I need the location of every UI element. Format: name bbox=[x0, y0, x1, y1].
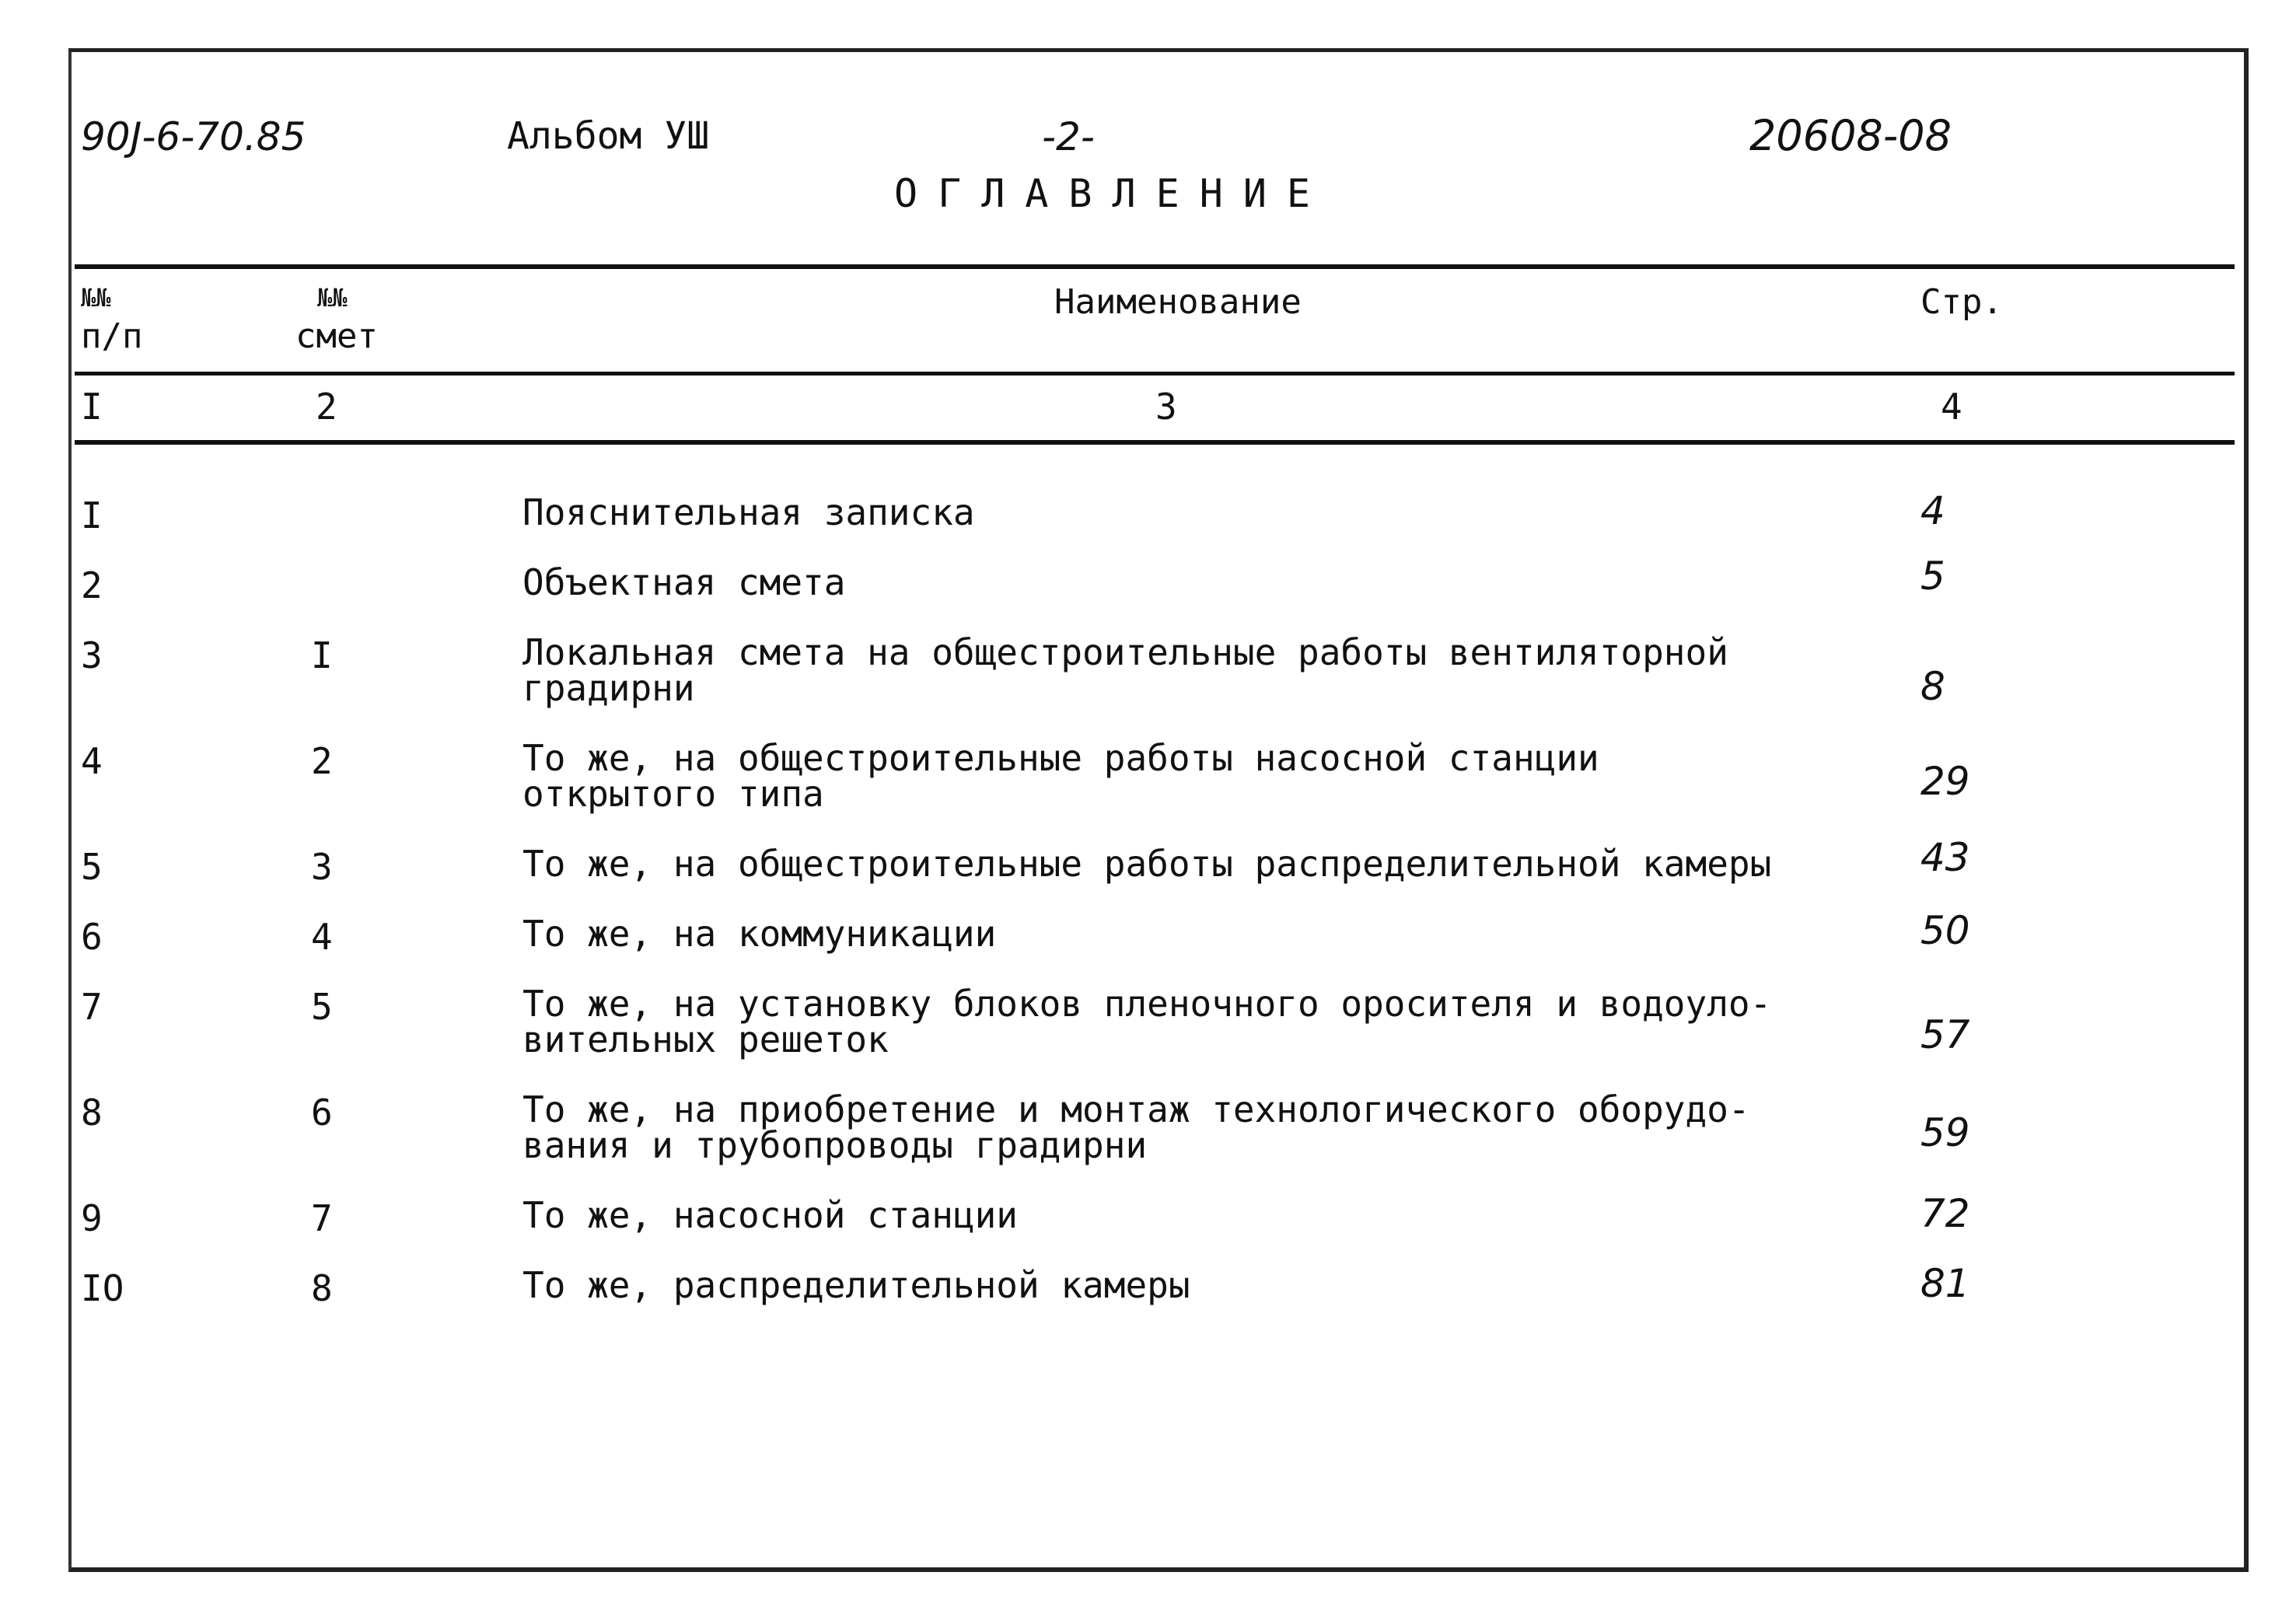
row-number: 9 bbox=[81, 1197, 103, 1239]
row-number: 4 bbox=[81, 740, 103, 782]
row-page: 81 bbox=[1920, 1261, 1970, 1306]
row-number: IO bbox=[81, 1267, 124, 1309]
row-title: Объектная смета bbox=[522, 561, 846, 603]
row-title: То же, на общестроительные работы насосной станции открытого типа bbox=[522, 737, 1599, 815]
row-page: 72 bbox=[1920, 1191, 1970, 1236]
row-page: 57 bbox=[1920, 1012, 1970, 1057]
row-page: 59 bbox=[1920, 1110, 1970, 1155]
estimate-number: 2 bbox=[311, 740, 333, 782]
estimate-number: 5 bbox=[311, 986, 333, 1028]
column-number-2: 2 bbox=[316, 386, 337, 428]
row-title: То же, насосной станции bbox=[522, 1194, 1018, 1236]
header-bottom-rule bbox=[75, 372, 2235, 376]
table-top-rule bbox=[75, 264, 2235, 269]
row-title: Локальная смета на общестроительные работы вентиляторной градирни bbox=[522, 631, 1728, 709]
row-page: 29 bbox=[1920, 759, 1970, 804]
row-title: То же, распределительной камеры bbox=[522, 1264, 1190, 1306]
row-page: 50 bbox=[1920, 908, 1970, 953]
row-page: 8 bbox=[1920, 664, 1945, 709]
col-header-page: Стр. bbox=[1920, 282, 2003, 322]
row-number: 2 bbox=[81, 564, 103, 606]
row-title: То же, на коммуникации bbox=[522, 913, 997, 955]
estimate-number: 3 bbox=[311, 846, 333, 888]
row-title: То же, на установку блоков пленочного оросителя и водоуло- вительных решеток bbox=[522, 983, 1772, 1060]
row-number: 6 bbox=[81, 916, 103, 958]
inventory-number: 20608-08 bbox=[1749, 111, 1952, 160]
row-number: 7 bbox=[81, 986, 103, 1028]
estimate-number: 7 bbox=[311, 1197, 333, 1239]
row-page: 5 bbox=[1920, 554, 1945, 599]
col-header-estimate-no-symbol: №№ bbox=[317, 283, 348, 313]
col-header-row-no-symbol: №№ bbox=[81, 283, 111, 313]
col-header-estimate-no: смет bbox=[295, 316, 378, 356]
estimate-number: I bbox=[311, 634, 333, 676]
col-header-row-no: п/п bbox=[81, 316, 143, 356]
album-label: Альбом УШ bbox=[507, 114, 710, 158]
row-number: 5 bbox=[81, 846, 103, 888]
row-number: I bbox=[81, 494, 103, 536]
row-number: 3 bbox=[81, 634, 103, 676]
row-title: Пояснительная записка bbox=[522, 491, 975, 533]
column-number-rule bbox=[75, 440, 2235, 445]
column-number-3: 3 bbox=[1155, 386, 1177, 428]
page-marker: -2- bbox=[1042, 114, 1095, 159]
row-title: То же, на приобретение и монтаж технологического оборудо- вания и трубопроводы градирни bbox=[522, 1088, 1750, 1166]
row-title: То же, на общестроительные работы распределительной камеры bbox=[522, 843, 1772, 885]
column-number-1: I bbox=[81, 386, 103, 428]
estimate-number: 8 bbox=[311, 1267, 333, 1309]
column-number-4: 4 bbox=[1941, 386, 1962, 428]
row-page: 4 bbox=[1920, 488, 1945, 533]
page-title: ОГЛАВЛЕНИЕ bbox=[894, 171, 1331, 216]
document-code: 90J-6-70.85 bbox=[81, 114, 306, 159]
col-header-name: Наименование bbox=[1054, 282, 1302, 322]
row-number: 8 bbox=[81, 1092, 103, 1134]
row-page: 43 bbox=[1920, 835, 1970, 880]
estimate-number: 6 bbox=[311, 1092, 333, 1134]
estimate-number: 4 bbox=[311, 916, 333, 958]
